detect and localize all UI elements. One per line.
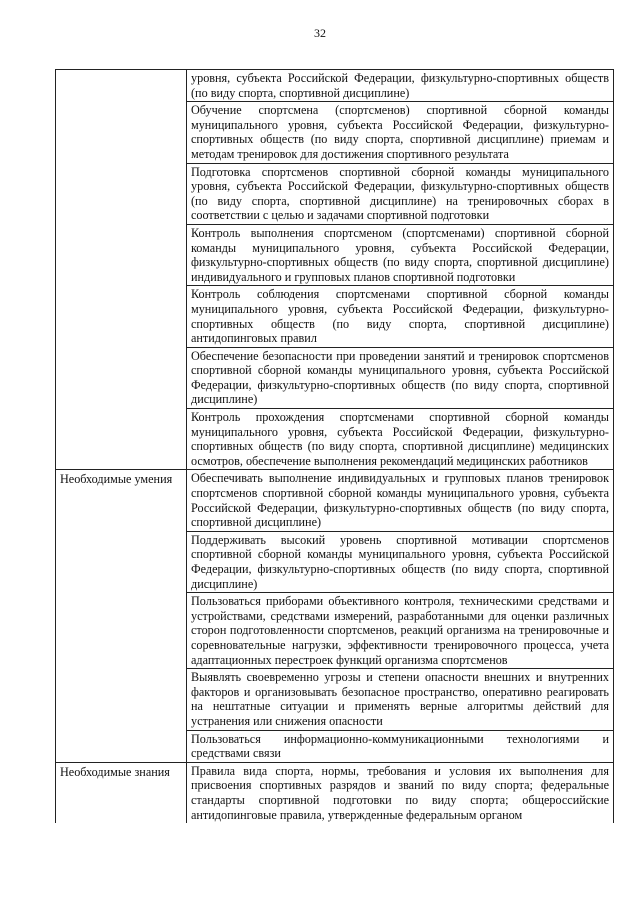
row-label-skills: Необходимые умения xyxy=(56,470,187,762)
table-row xyxy=(56,70,614,102)
table-cell: Обучение спортсмена (спортсменов) спортивной сборной команды муниципального уровня, субъекта Российской Федерации, физкультурно-спортивных обществ (по виду спорта, спортивной дисциплине) приемам и методам тренировок для достижения спортивного результата xyxy=(187,102,614,163)
row-label-continued xyxy=(56,70,187,470)
table-cell: Обеспечивать выполнение индивидуальных и групповых планов тренировок спортсменов спортивной сборной команды муниципального уровня, субъекта Российской Федерации, физкультурно-спортивных обществ (по виду спорта, спортивной дисциплине) xyxy=(187,470,614,531)
table-cell: Контроль выполнения спортсменом (спортсменами) спортивной сборной команды муниципального уровня, субъекта Российской Федерации, физкультурно-спортивных обществ (по виду спорта, спортивной дисциплине) индивидуального и групповых планов спортивной подготовки xyxy=(187,224,614,285)
table-cell: Контроль прохождения спортсменами спортивной сборной команды муниципального уровня, субъекта Российской Федерации, физкультурно-спортивных обществ (по виду спорта, спортивной дисциплине) медицинских осмотров, обеспечение выполнения рекомендаций медицинских работников xyxy=(187,409,614,470)
table-row xyxy=(56,762,614,823)
page-number: 32 xyxy=(314,26,326,40)
table-row xyxy=(56,470,614,531)
table-cell: Пользоваться информационно-коммуникационными технологиями и средствами связи xyxy=(187,730,614,762)
table-cell: Правила вида спорта, нормы, требования и условия их выполнения для присвоения спортивных разрядов и званий по виду спорта; федеральные стандарты спортивной подготовки по виду спорта; общероссийские антидопинговые правила, утвержденные федеральным органом xyxy=(187,762,614,823)
competency-table xyxy=(55,69,614,823)
table-cell: Пользоваться приборами объективного контроля, техническими средствами и устройствами, средствами измерений, разработанными для оценки различных сторон подготовленности спортсменов, реакций организма на тренировочные и соревновательные нагрузки, эффективности тренировочного процесса, учета адаптационных перестроек функций организма спортсменов xyxy=(187,593,614,669)
table-cell: Подготовка спортсменов спортивной сборной команды муниципального уровня, субъекта Российской Федерации, физкультурно-спортивных обществ (по виду спорта, спортивной дисциплине) на тренировочных сборах в соответствии с целью и задачами спортивной подготовки xyxy=(187,163,614,224)
row-label-knowledge: Необходимые знания xyxy=(56,762,187,823)
table-cell: Обеспечение безопасности при проведении занятий и тренировок спортсменов спортивной сборной команды муниципального уровня, субъекта Российской Федерации, физкультурно-спортивных обществ (по виду спорта, спортивной дисциплине) xyxy=(187,347,614,408)
table-cell: Выявлять своевременно угрозы и степени опасности внешних и внутренних факторов и организовывать безопасное пространство, оперативно реагировать на нештатные ситуации и применять верные алгоритмы действий для устранения или снижения опасности xyxy=(187,669,614,730)
table-cell: Поддерживать высокий уровень спортивной мотивации спортсменов спортивной сборной команды муниципального уровня, субъекта Российской Федерации, физкультурно-спортивных обществ (по виду спорта, спортивной дисциплине) xyxy=(187,531,614,592)
table-cell: уровня, субъекта Российской Федерации, физкультурно-спортивных обществ (по виду спорта, спортивной дисциплине) xyxy=(187,70,614,102)
table-cell: Контроль соблюдения спортсменами спортивной сборной команды муниципального уровня, субъекта Российской Федерации, физкультурно-спортивных обществ (по виду спорта, спортивной дисциплине) антидопинговых правил xyxy=(187,286,614,347)
